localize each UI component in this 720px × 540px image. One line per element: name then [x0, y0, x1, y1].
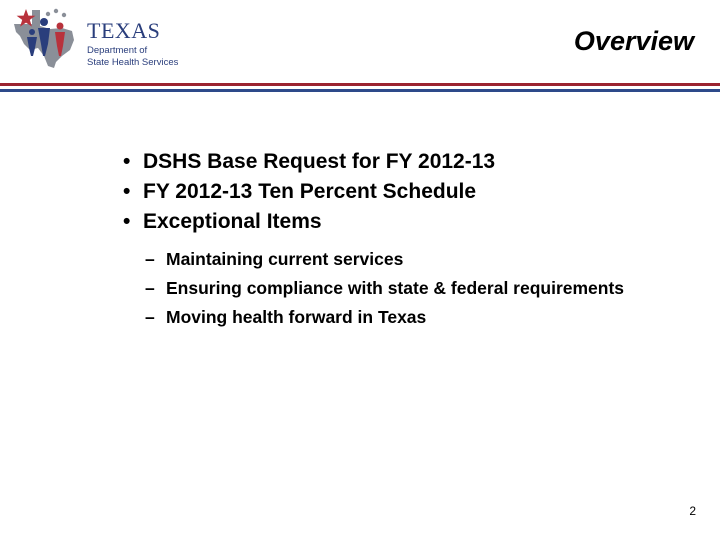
dash-glyph: – [145, 249, 155, 269]
page-number: 2 [689, 504, 696, 518]
bullet-list [123, 147, 683, 237]
header-rule-blue [0, 89, 720, 92]
sub-bullet-text: Maintaining current services [166, 249, 404, 269]
slide-title: Overview [573, 26, 694, 56]
sub-bullet-item [145, 278, 683, 299]
bullet-glyph: • [123, 180, 131, 203]
dash-glyph: – [145, 307, 155, 327]
bullet-glyph: • [123, 150, 131, 173]
logo-subtitle-line2: State Health Services [87, 56, 179, 68]
bullet-item [123, 147, 683, 177]
sub-bullet-list [145, 249, 683, 328]
logo-subtitle [87, 45, 178, 68]
dshs-logo [10, 6, 190, 72]
slide-content [123, 147, 683, 336]
bullet-glyph: • [123, 210, 131, 233]
header-rule-red [0, 83, 720, 86]
bullet-text: Exceptional Items [143, 210, 322, 233]
logo-title: TEXAS [87, 18, 161, 43]
sub-bullet-item [145, 307, 683, 328]
bullet-item [123, 177, 683, 207]
texas-people-icon [10, 6, 84, 70]
bullet-item [123, 207, 683, 237]
bullet-text: DSHS Base Request for FY 2012-13 [143, 150, 496, 173]
sub-bullet-text: Moving health forward in Texas [166, 307, 427, 327]
bullet-text: FY 2012-13 Ten Percent Schedule [143, 180, 477, 203]
dash-glyph: – [145, 278, 155, 298]
sub-bullet-text: Ensuring compliance with state & federal requirements [166, 278, 625, 298]
logo-subtitle-line1: Department of [87, 45, 148, 56]
sub-bullet-item [145, 249, 683, 270]
